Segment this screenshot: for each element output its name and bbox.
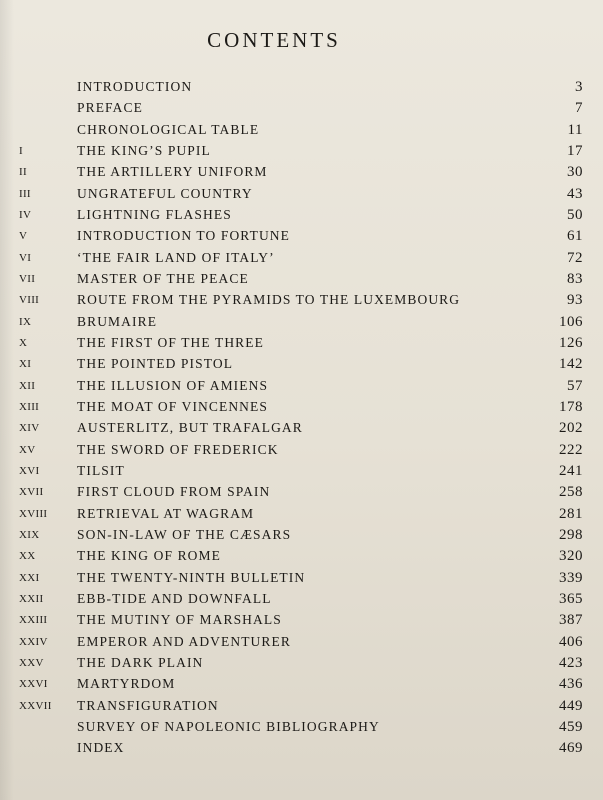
page-number: 320 — [559, 548, 583, 565]
contents-entry — [0, 163, 603, 184]
contents-entry — [0, 334, 603, 355]
chapter-title: SON-IN-LAW OF THE CÆSARS — [77, 526, 292, 542]
page-number: 106 — [559, 313, 583, 330]
chapter-title: THE SWORD OF FREDERICK — [77, 441, 279, 457]
chapter-number: XXV — [19, 656, 44, 669]
chapter-number: III — [19, 187, 31, 200]
page-number: 43 — [567, 185, 583, 202]
contents-entry — [0, 313, 603, 334]
contents-entry — [0, 270, 603, 291]
page-number: 423 — [559, 654, 583, 671]
chapter-title: CHRONOLOGICAL TABLE — [77, 121, 260, 137]
chapter-title: EMPEROR AND ADVENTURER — [77, 633, 291, 649]
contents-entry — [0, 355, 603, 376]
page-number: 142 — [559, 356, 583, 373]
page-number: 7 — [575, 100, 583, 117]
chapter-title: THE MUTINY OF MARSHALS — [77, 612, 282, 628]
chapter-title: EBB-TIDE AND DOWNFALL — [77, 590, 272, 606]
contents-entry — [0, 227, 603, 248]
contents-entry — [0, 611, 603, 632]
chapter-title: INTRODUCTION — [77, 79, 193, 94]
chapter-title: UNGRATEFUL COUNTRY — [77, 185, 253, 201]
page-number: 298 — [559, 526, 583, 543]
page-number: 11 — [567, 121, 583, 138]
chapter-title: THE ILLUSION OF AMIENS — [77, 377, 269, 393]
contents-entry — [0, 547, 603, 568]
page-number: 241 — [559, 462, 583, 479]
chapter-number: XV — [19, 443, 36, 456]
chapter-title: RETRIEVAL AT WAGRAM — [77, 505, 255, 521]
contents-entry — [0, 462, 603, 483]
chapter-number: XXIV — [19, 635, 48, 648]
page-number: 93 — [567, 292, 583, 309]
page-title: CONTENTS — [207, 28, 341, 52]
page-number: 365 — [559, 590, 583, 607]
page-number: 222 — [559, 441, 583, 458]
chapter-title: PREFACE — [77, 100, 143, 116]
chapter-number: XI — [19, 358, 32, 371]
page-number: 126 — [559, 334, 583, 351]
chapter-number: XXI — [19, 571, 40, 584]
chapter-number: IX — [19, 315, 32, 328]
page-number: 50 — [567, 206, 583, 223]
page-number: 3 — [575, 79, 583, 95]
page-number: 202 — [559, 420, 583, 437]
page-number: 449 — [559, 697, 583, 714]
page-number: 178 — [559, 398, 583, 415]
contents-entry — [0, 633, 603, 654]
page-number: 469 — [559, 740, 583, 757]
chapter-title: THE KING’S PUPIL — [77, 142, 211, 158]
contents-entry — [0, 718, 603, 739]
chapter-title: ‘THE FAIR LAND OF ITALY’ — [77, 249, 275, 265]
contents-entry — [0, 398, 603, 419]
contents-entry — [0, 483, 603, 504]
page-number: 17 — [567, 142, 583, 159]
chapter-number: VI — [19, 251, 32, 264]
contents-entry — [0, 697, 603, 718]
chapter-number: XXIII — [19, 614, 48, 627]
chapter-title: THE TWENTY-NINTH BULLETIN — [77, 569, 306, 585]
contents-list — [0, 78, 603, 761]
contents-entry — [0, 377, 603, 398]
chapter-title: BRUMAIRE — [77, 313, 158, 329]
chapter-title: THE DARK PLAIN — [77, 654, 204, 670]
contents-entry — [0, 739, 603, 760]
contents-entry — [0, 441, 603, 462]
chapter-number: V — [19, 230, 28, 243]
chapter-number: X — [19, 336, 28, 349]
contents-entry — [0, 526, 603, 547]
chapter-title: THE KING OF ROME — [77, 548, 221, 564]
contents-entry — [0, 121, 603, 142]
chapter-title: THE POINTED PISTOL — [77, 356, 234, 372]
contents-entry — [0, 654, 603, 675]
chapter-title: AUSTERLITZ, BUT TRAFALGAR — [77, 420, 303, 436]
page-number: 436 — [559, 676, 583, 693]
chapter-title: FIRST CLOUD FROM SPAIN — [77, 484, 271, 500]
chapter-title: TILSIT — [77, 462, 125, 478]
contents-entry — [0, 505, 603, 526]
page-number: 258 — [559, 484, 583, 501]
chapter-title: THE MOAT OF VINCENNES — [77, 398, 268, 414]
page-number: 339 — [559, 569, 583, 586]
page-number: 57 — [567, 377, 583, 394]
chapter-number: I — [19, 144, 23, 157]
chapter-number: XIII — [19, 400, 40, 413]
chapter-title: THE ARTILLERY UNIFORM — [77, 164, 268, 180]
contents-entry — [0, 99, 603, 120]
contents-entry — [0, 569, 603, 590]
contents-entry — [0, 206, 603, 227]
chapter-number: VII — [19, 272, 36, 285]
contents-entry — [0, 185, 603, 206]
chapter-title: LIGHTNING FLASHES — [77, 206, 232, 222]
chapter-number: XIV — [19, 422, 40, 435]
chapter-number: XIX — [19, 528, 40, 541]
chapter-number: XXII — [19, 592, 44, 605]
chapter-number: II — [19, 166, 27, 179]
page-number: 459 — [559, 718, 583, 735]
chapter-number: XII — [19, 379, 36, 392]
chapter-number: XVI — [19, 464, 40, 477]
contents-entry — [0, 590, 603, 611]
chapter-title: MASTER OF THE PEACE — [77, 270, 249, 286]
contents-entry — [0, 142, 603, 163]
chapter-number: XX — [19, 550, 36, 563]
chapter-number: XVIII — [19, 507, 48, 520]
chapter-title: SURVEY OF NAPOLEONIC BIBLIOGRAPHY — [77, 718, 380, 734]
contents-entry — [0, 291, 603, 312]
page-number: 61 — [567, 228, 583, 245]
contents-entry — [0, 419, 603, 440]
page-number: 30 — [567, 164, 583, 181]
chapter-title: MARTYRDOM — [77, 676, 176, 692]
contents-entry — [0, 78, 603, 99]
chapter-title: THE FIRST OF THE THREE — [77, 334, 264, 350]
chapter-number: IV — [19, 208, 32, 221]
chapter-number: VIII — [19, 294, 40, 307]
contents-entry — [0, 675, 603, 696]
chapter-number: XXVII — [19, 699, 52, 712]
page-number: 387 — [559, 612, 583, 629]
page-number: 281 — [559, 505, 583, 522]
chapter-title: ROUTE FROM THE PYRAMIDS TO THE LUXEMBOURG — [77, 292, 461, 308]
page-number: 406 — [559, 633, 583, 650]
chapter-number: XVII — [19, 486, 44, 499]
chapter-title: INTRODUCTION TO FORTUNE — [77, 228, 290, 244]
contents-entry — [0, 249, 603, 270]
page-number: 72 — [567, 249, 583, 266]
page-number: 83 — [567, 270, 583, 287]
chapter-number: XXVI — [19, 678, 48, 691]
chapter-title: TRANSFIGURATION — [77, 697, 219, 713]
chapter-title: INDEX — [77, 740, 125, 756]
